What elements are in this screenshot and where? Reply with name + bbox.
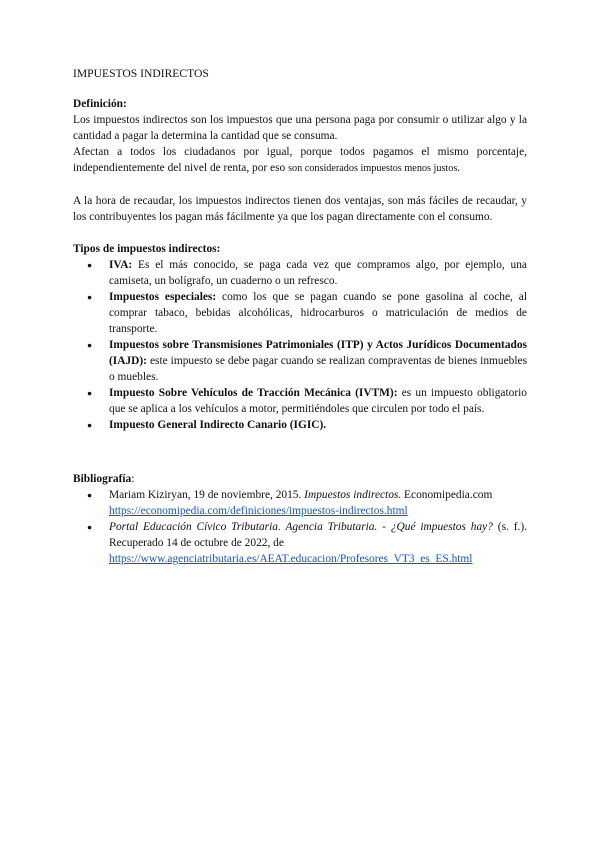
list-item [73,417,527,433]
reference-link[interactable]: https://www.agenciatributaria.es/AEAT.educacion/Profesores_VT3_es_ES.html [109,553,473,565]
tax-term: Impuesto General Indirecto Canario (IGIC). [109,419,327,431]
tax-description: este impuesto se debe pagar cuando se realizan compraventas de bienes inmuebles o muebles. [109,355,527,383]
definition-paragraph-2-small: son considerados impuestos menos justos [288,163,458,174]
reference-prefix: Mariam Kiziryan, 19 de noviembre, 2015. [109,489,305,501]
reference-suffix: Economipedia.com [401,489,493,501]
types-heading: Tipos de impuestos indirectos: [73,243,221,255]
document-page [73,66,527,567]
definition-paragraph-2 [73,144,527,177]
list-item [73,289,527,337]
bibliography-heading [73,471,527,487]
list-item [73,337,527,385]
tax-types-list [73,257,527,433]
definition-heading: Definición: [73,98,127,110]
bibliography-heading-colon: : [131,473,135,485]
list-item [73,385,527,417]
bibliography-list [73,487,527,567]
definition-paragraph-1: Los impuestos indirectos son los impuestos que una persona paga por consumir o utilizar algo y la cantidad a pagar la determina la cantidad que se consuma. [73,114,527,142]
reference-title: Impuestos indirectos. [304,489,402,501]
tax-description: Es el más conocido, se paga cada vez que compramos algo, por ejemplo, una camiseta, un bolígrafo, un cuaderno o un refresco. [109,259,527,287]
list-item [73,487,527,519]
tax-description: es un impuesto obligatorio que se aplica a los vehículos a motor, permitiéndoles que circulen por todo el país. [109,387,527,415]
tax-term: Impuestos sobre Transmisiones Patrimoniales (ITP) y Actos Jurídicos Documentados (IAJD): [109,339,527,367]
definition-paragraph-2-end: . [457,162,461,174]
tax-term: IVA: [109,259,133,271]
list-item [73,257,527,289]
definition-paragraph-2-main: Afectan a todos los ciudadanos por igual, porque todos pagamos el mismo porcentaje, independientemente del nivel de renta, por eso [73,146,527,174]
tax-term: Impuesto Sobre Vehículos de Tracción Mecánica (IVTM): [109,387,398,399]
reference-link[interactable]: https://economipedia.com/definiciones/impuestos-indirectos.html [109,505,408,517]
tax-description: como los que se pagan cuando se pone gasolina al coche, al comprar tabaco, bebidas alcohólicas, hidrocarburos o matriculación de medios de transporte. [109,291,528,335]
bibliography-heading-text: Bibliografía [73,473,132,485]
reference-suffix: (s. f.). Recuperado 14 de octubre de 2022, de [109,521,527,549]
list-item [73,519,527,567]
definition-paragraph-3: A la hora de recaudar, los impuestos indirectos tienen dos ventajas, son más fáciles de recaudar, y los contribuyentes los pagan más fácilmente ya que los pagan directamente con el consumo. [73,195,527,223]
document-title: IMPUESTOS INDIRECTOS [73,67,209,80]
tax-term: Impuestos especiales: [109,291,217,303]
reference-title: Portal Educación Cívico Tributaria. Agencia Tributaria. - ¿Qué impuestos hay? [109,521,493,533]
